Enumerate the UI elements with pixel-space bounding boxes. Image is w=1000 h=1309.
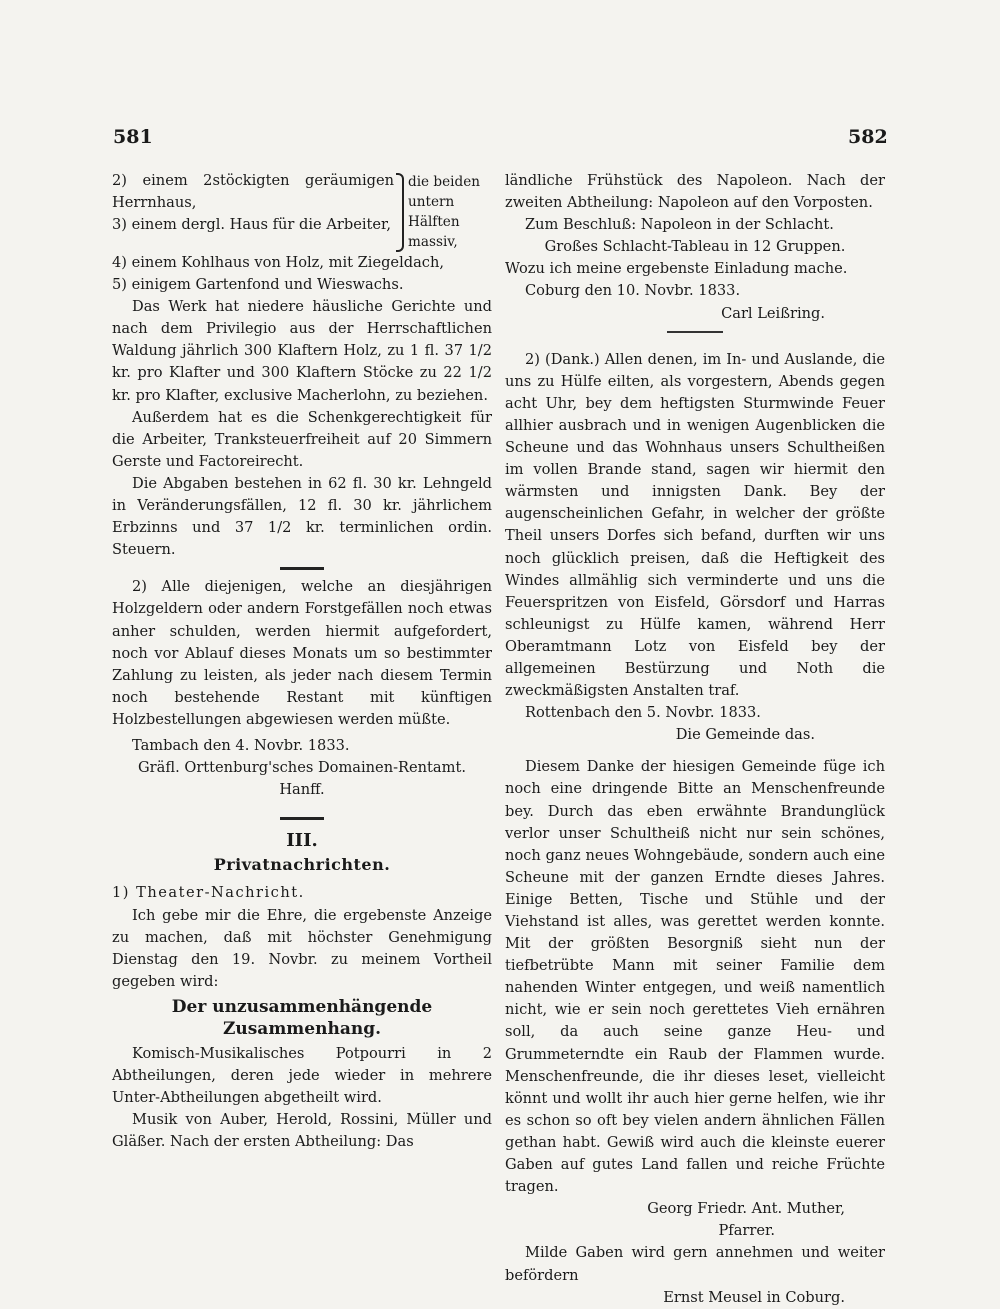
place-date: Coburg den 10. Novbr. 1833. xyxy=(525,282,741,300)
authority: Gräfl. Orttenburg'sches Domainen-Rentamt. xyxy=(138,759,466,777)
section-title: Privatnachrichten. xyxy=(213,855,391,875)
brace-mark xyxy=(396,173,404,252)
divider xyxy=(280,567,324,570)
paragraph: Das Werk hat niedere häusliche Gerichte und nach dem Privilegio aus der Herrschaftlichen Waldung jährlich 300 Klaftern Holz, zu 1 fl. 37 1/2 kr. pro Klafter und 300 Klaftern Stöcke zu 22 1/2 kr. pro Klafter, exclusive Macherlohn, zu beziehen. xyxy=(112,298,492,404)
signer: Ernst Meusel in Coburg. xyxy=(663,1288,845,1306)
list-item: 3) einem dergl. Haus für die Arbeiter, xyxy=(112,216,392,234)
divider xyxy=(667,331,723,333)
paragraph: 2) Alle diejenigen, welche an diesjährigen Holzgeldern oder andern Forstgefällen noch etwas anher schulden, werden hiermit aufgefordert, noch vor Ablauf dieses Monats um so bestimmter Zahlung zu leisten, als jeder nach diesem Termin noch bestehende Restant mit künftigen Holzbestellungen abgewiesen werden müßte. xyxy=(112,578,492,728)
signer: Carl Leißring. xyxy=(721,304,825,322)
paragraph: Wozu ich meine ergebenste Einladung mache. xyxy=(505,260,848,278)
play-title: Der unzusammenhängende Zusammenhang. xyxy=(171,996,433,1039)
list-item: 2) einem 2stöckigten geräumigen Herrnhaus, xyxy=(112,172,394,212)
divider xyxy=(280,817,324,820)
paragraph: Außerdem hat es die Schenkgerechtigkeit für die Arbeiter, Tranksteuerfreiheit auf 20 Simmern Gerste und Factoreirecht. xyxy=(112,408,492,470)
right-column xyxy=(505,170,885,1309)
paragraph: Milde Gaben wird gern annehmen und weiter befördern xyxy=(505,1244,885,1284)
signer: Hanff. xyxy=(279,781,325,799)
paragraph: Ich gebe mir die Ehre, die ergebenste Anzeige zu machen, daß mit höchster Genehmigung Dienstag den 19. Novbr. zu meinem Vortheil gegeben wird: xyxy=(112,906,492,990)
paragraph: Die Abgaben bestehen in 62 fl. 30 kr. Lehngeld in Veränderungsfällen, 12 fl. 30 kr. jährlichem Erbzinns und 37 1/2 kr. terminlichen ordin. Steuern. xyxy=(112,474,492,559)
left-column xyxy=(112,170,492,1154)
list-item: 4) einem Kohlhaus von Holz, mit Ziegeldach, xyxy=(112,254,444,271)
signer-title: Pfarrer. xyxy=(718,1222,775,1240)
place-date: Tambach den 4. Novbr. 1833. xyxy=(132,736,350,754)
property-list-braced xyxy=(112,170,492,252)
brace-note: die beiden untern Hälften massiv, xyxy=(408,174,481,250)
list-item: 5) einigem Gartenfond und Wieswachs. xyxy=(112,276,404,294)
item-heading: 1) Theater-Nachricht. xyxy=(112,884,305,902)
paragraph: Zum Beschluß: Napoleon in der Schlacht. xyxy=(525,216,834,234)
signer: Die Gemeinde das. xyxy=(675,726,815,744)
paragraph: Musik von Auber, Herold, Rossini, Müller und Gläßer. Nach der ersten Abtheilung: Das xyxy=(112,1111,492,1151)
paragraph: Diesem Danke der hiesigen Gemeinde füge ich noch eine dringende Bitte an Menschenfreunde bey. Durch das eben erwähnte Brandunglück verlor unser Schultheiß nicht nur sein schönes, noch ganz neues Wohngebäude, sondern auch eine Scheune mit der ganzen Erndte dieses Jahres. Einige Betten, Tische und Stühle und der Viehstand ist alles, was gerettet werden konnte. Mit der größten Besorgniß sieht nun der tiefbetrübte Mann mit seiner Familie dem nahenden Winter entgegen, und weiß namentlich nicht, wie er sein noch gerettetes Vieh ernähren soll, da auch seine ganze Heu- und Grummeterndte ein Raub der Flammen wurde. Menschenfreunde, die ihr dieses leset, vielleicht könnt und wollt ihr auch hier gerne helfen, wie ihr es schon so oft bey vielen andern ähnlichen Fällen gethan habt. Gewiß wird auch die kleinste euerer Gaben auf gutes Land fallen und reiche Früchte tragen. xyxy=(505,758,885,1196)
signer: Georg Friedr. Ant. Muther, xyxy=(647,1200,845,1218)
place-date: Rottenbach den 5. Novbr. 1833. xyxy=(525,704,761,722)
section-number: III. xyxy=(286,830,318,852)
paragraph: ländliche Frühstück des Napoleon. Nach der zweiten Abtheilung: Napoleon auf den Vorposten. xyxy=(505,172,885,212)
paragraph: 2) (Dank.) Allen denen, im In- und Auslande, die uns zu Hülfe eilten, als vorgestern, Abends gegen acht Uhr, bey dem heftigsten Sturmwinde Feuer allhier ausbrach und in wenigen Augenblicken die Scheune und das Wohnhaus unsers Schultheißen im vollen Brande stand, sagen wir hiermit den wärmsten und innigsten Dank. Bey der augenscheinlichen Gefahr, in welcher der größte Theil unsers Dorfes sich befand, durften wir uns noch glücklich preisen, daß die Heftigkeit des Windes allmählig sich verminderte und uns die Feuerspritzen von Eisfeld, Görsdorf und Harras schleunigst zu Hülfe kamen, während Herr Oberamtmann Lotz von Eisfeld bey der allgemeinen Bestürzung und Noth die zweckmäßigsten Anstalten traf. xyxy=(505,350,885,700)
paragraph: Großes Schlacht-Tableau in 12 Gruppen. xyxy=(544,238,846,256)
paragraph: Komisch-Musikalisches Potpourri in 2 Abtheilungen, deren jede wieder in mehrere Unter-Abtheilungen abgetheilt wird. xyxy=(112,1045,492,1107)
page-number-left: 581 xyxy=(113,126,153,148)
page-number-right: 582 xyxy=(848,126,888,148)
